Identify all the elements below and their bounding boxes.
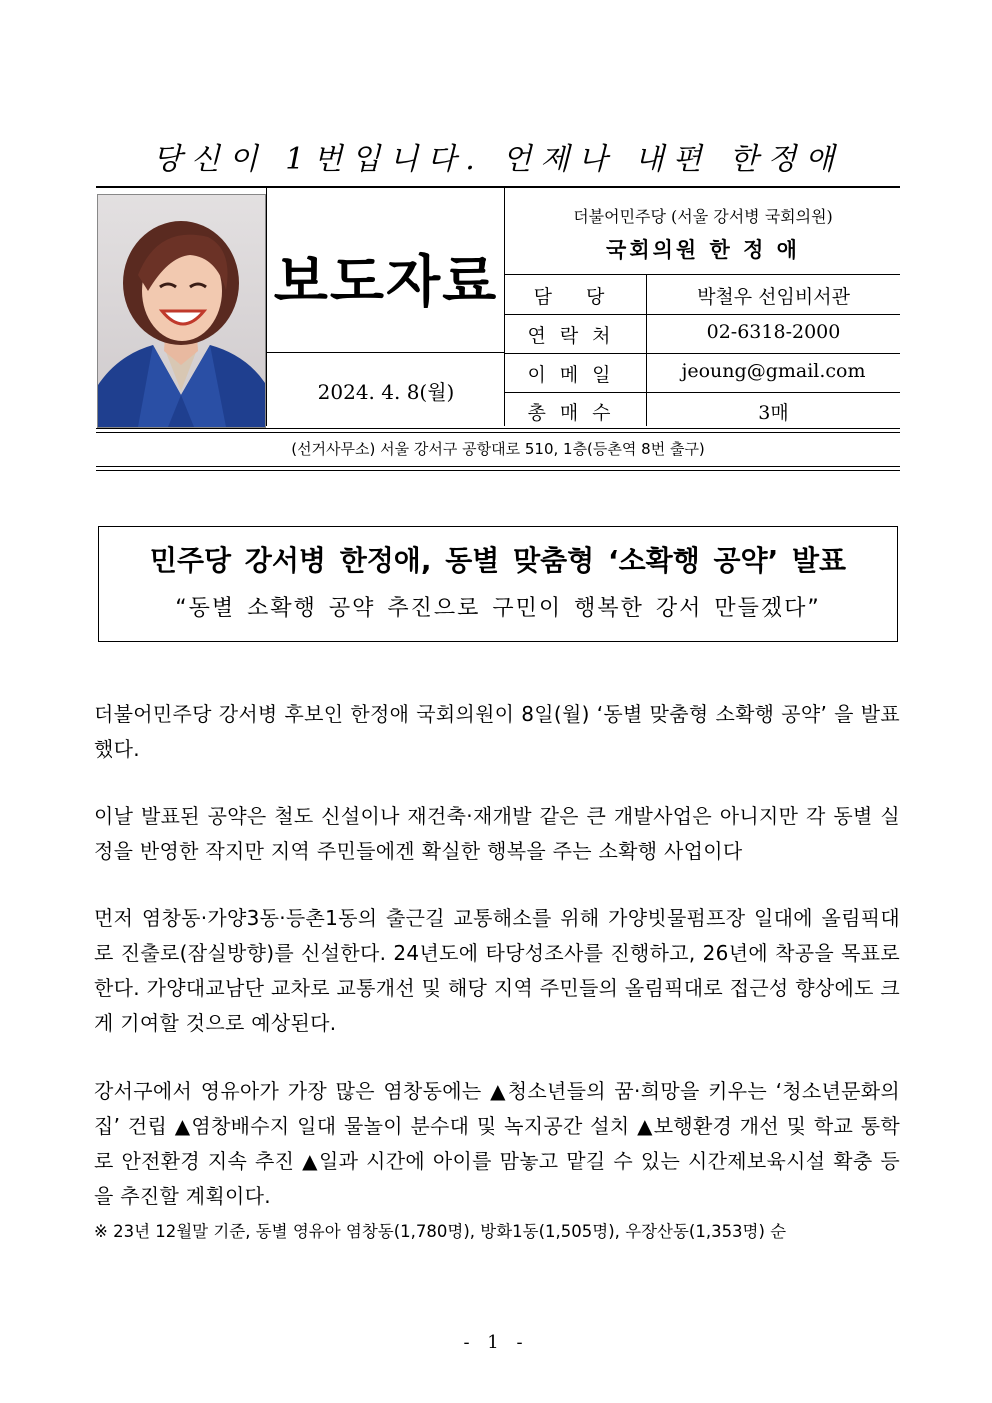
info-value-contact-person: 박철우 선임비서관: [697, 286, 850, 308]
headline-box: [98, 526, 898, 642]
divider: [96, 428, 900, 429]
press-header-table: [96, 186, 900, 428]
divider: [96, 432, 900, 433]
party-line: 더불어민주당 (서울 강서병 국회의원): [573, 207, 833, 226]
slogan: 당신이 1번입니다. 언제나 내편 한정애: [152, 142, 844, 177]
campaign-office-address: (선거사무소) 서울 강서구 공항대로 510, 1층(등촌역 8번 출구): [291, 440, 705, 458]
press-release-title: 보도자료: [273, 250, 499, 315]
member-name: 국회의원 한 정 애: [606, 237, 800, 262]
page-number: - 1 -: [463, 1332, 529, 1353]
headline: 민주당 강서병 한정애, 동별 맞춤형 ‘소확행 공약’ 발표: [149, 544, 847, 577]
body-paragraph: 이날 발표된 공약은 철도 신설이나 재건축·재개발 같은 큰 개발사업은 아니지만 각 동별 실정을 반영한 작지만 지역 주민들에겐 확실한 행복을 주는 소확행 사업이다: [94, 804, 900, 863]
divider: [96, 470, 900, 471]
info-value-email[interactable]: jeoung@gmail.com: [681, 360, 866, 382]
info-label-contact-person: 담 당: [533, 286, 619, 308]
candidate-portrait-icon: [98, 195, 265, 427]
body-paragraph: 더불어민주당 강서병 후보인 한정애 국회의원이 8일(월) ‘동별 맞춤형 소확행 공약’ 을 발표했다.: [94, 702, 900, 761]
divider: [96, 466, 900, 467]
footnote: ※ 23년 12월말 기준, 동별 영유아 염창동(1,780명), 방화1동(1,505명), 우장산동(1,353명) 순: [94, 1222, 787, 1241]
info-value-phone: 02-6318-2000: [706, 321, 841, 343]
info-label-phone: 연락처: [527, 325, 625, 347]
info-label-email: 이메일: [527, 364, 625, 386]
body-paragraph: 먼저 염창동·가양3동·등촌1동의 출근길 교통해소를 위해 가양빗물펌프장 일대에 올림픽대로 진출로(잠실방향)를 신설한다. 24년도에 타당성조사를 진행하고, 26년에 착공을 목표로 한다. 가양대교남단 교차로 교통개선 및 해당 지역 주민들의 올림픽대로 접근성 향상에도 크게 기여할 것으로 예상된다.: [94, 906, 900, 1035]
subheadline: “동별 소확행 공약 추진으로 구민이 행복한 강서 만들겠다”: [175, 596, 821, 621]
release-date: 2024. 4. 8(월): [317, 380, 455, 404]
body-paragraph: 강서구에서 영유아가 가장 많은 염창동에는 ▲청소년들의 꿈·희망을 키우는 ‘청소년문화의집’ 건립 ▲염창배수지 일대 물놀이 분수대 및 녹지공간 설치 ▲보행환경 개선 및 학교 통학로 안전환경 지속 추진 ▲일과 시간에 아이를 맘놓고 맡길 수 있는 시간제보육시설 확충 등을 추진할 계획이다.: [94, 1079, 900, 1208]
candidate-photo: [97, 194, 266, 428]
info-value-page-count: 3매: [758, 402, 789, 424]
info-label-page-count: 총매수: [527, 402, 625, 424]
